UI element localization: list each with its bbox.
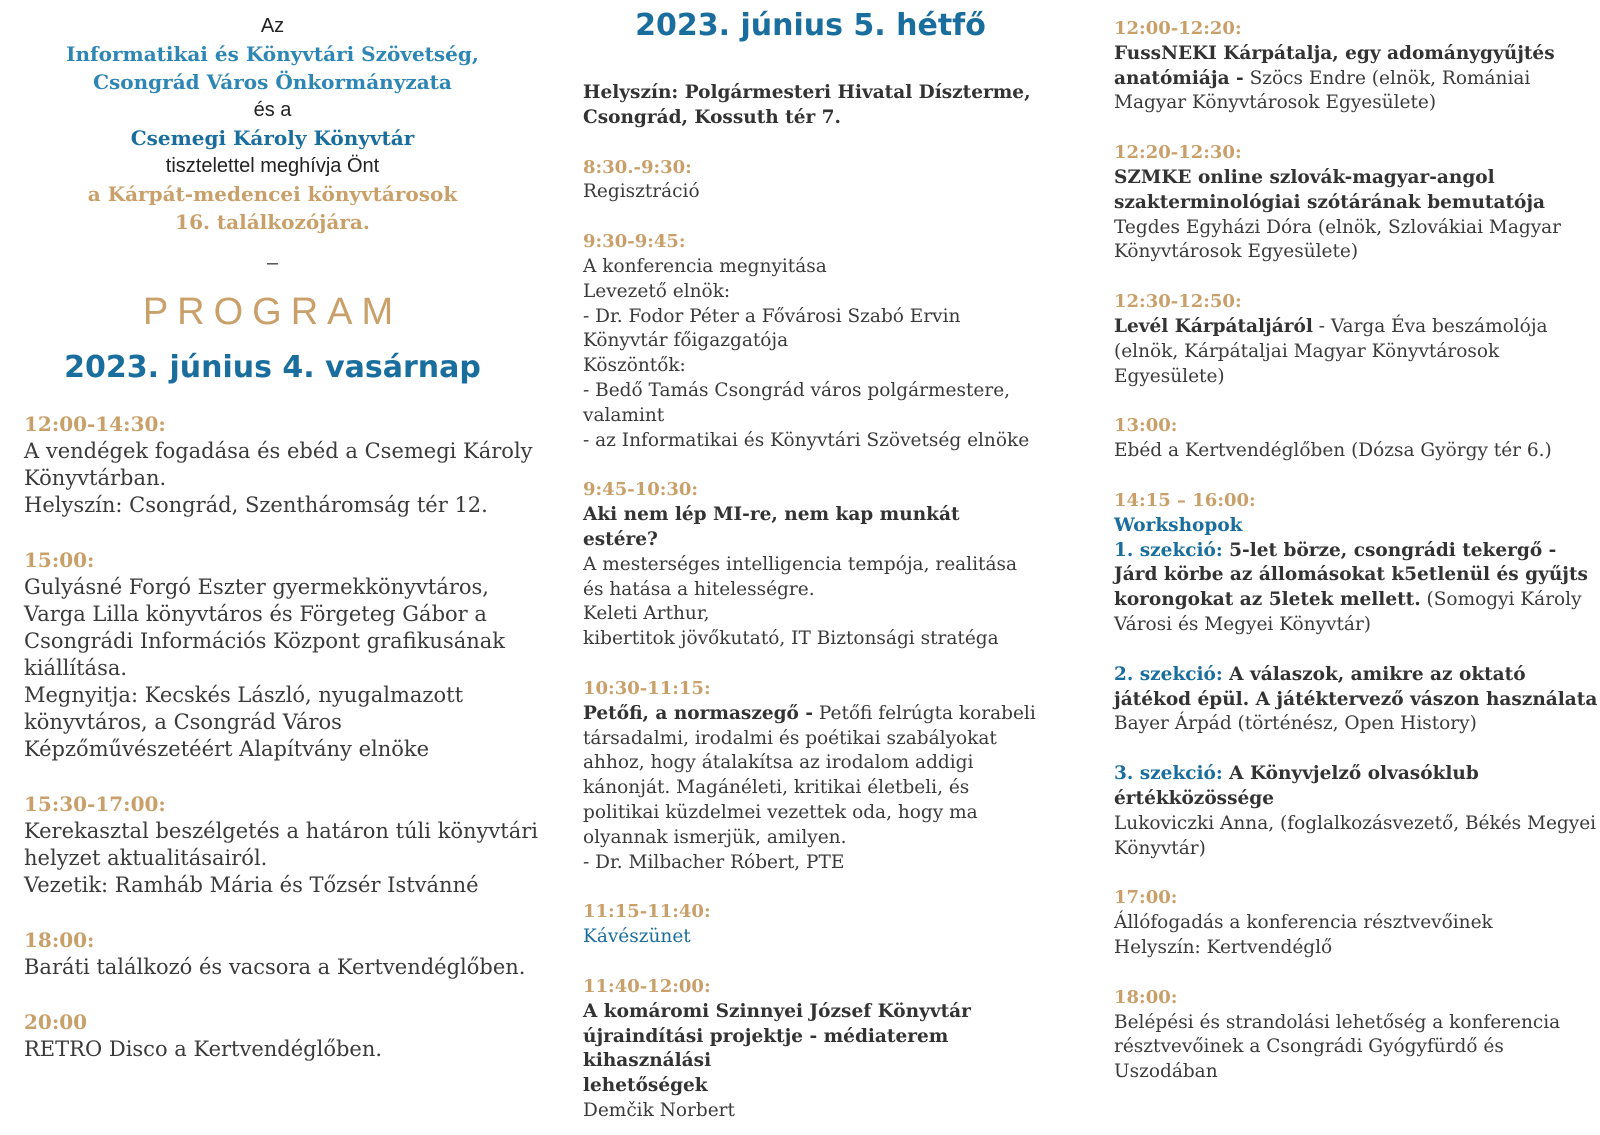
section-label: 2. szekció: [1114, 663, 1223, 685]
schedule-item [1114, 489, 1600, 638]
column-1 [0, 0, 545, 1063]
talk-title: lehetőségek [583, 1075, 708, 1097]
schedule-text: kibertitok jövőkutató, IT Biztonsági stratéga [583, 628, 999, 650]
schedule-time: 10:30-11:15: [583, 677, 711, 699]
schedule-item [1114, 762, 1600, 861]
schedule-text: Helyszín: Kertvendéglő [1114, 936, 1333, 958]
schedule-time: 11:40-12:00: [583, 975, 711, 997]
schedule-item [24, 411, 541, 519]
schedule-time: 14:15 – 16:00: [1114, 489, 1256, 511]
day-1-heading: 2023. június 4. vasárnap [64, 350, 481, 385]
schedule-time: 9:30-9:45: [583, 231, 686, 253]
intro-event-2: 16. találkozójára. [175, 210, 370, 234]
schedule-time: 12:20-12:30: [1114, 142, 1242, 164]
schedule-time: 15:30-17:00: [24, 792, 166, 816]
schedule-time: 18:00: [1114, 986, 1178, 1008]
schedule-item [1114, 986, 1600, 1085]
schedule-time: 11:15-11:40: [583, 901, 711, 923]
schedule-text [1114, 42, 1600, 116]
schedule-time: 20:00 [24, 1010, 88, 1034]
schedule-time: 13:00: [1114, 415, 1178, 437]
intro-line: Az [260, 15, 285, 37]
section-title: A Könyvjelző olvasóklub értékközössége [1114, 763, 1479, 809]
day-1-schedule [0, 411, 545, 1063]
schedule-item [583, 156, 1038, 206]
schedule-time: 17:00: [1114, 887, 1178, 909]
schedule-text: Vezetik: Ramháb Mária és Tőzsér Istvánné [24, 873, 479, 897]
schedule-text: A vendégek fogadása és ebéd a Csemegi Károly Könyvtárban. [24, 439, 533, 490]
schedule-item [1114, 290, 1600, 389]
column-3 [1114, 0, 1600, 1085]
schedule-time: 8:30.-9:30: [583, 156, 692, 178]
program-title: PROGRAM [142, 291, 403, 333]
section-host: Bayer Árpád (történész, Open History) [1114, 713, 1477, 735]
intro-org-3: Csemegi Károly Könyvtár [130, 126, 415, 150]
intro-org-1: Informatikai és Könyvtári Szövetség, [66, 42, 479, 66]
schedule-text: Helyszín: Csongrád, Szentháromság tér 12. [24, 493, 488, 517]
schedule-item [583, 975, 1038, 1124]
schedule-item [24, 1009, 541, 1063]
schedule-text: Köszöntők: [583, 355, 686, 377]
workshops-heading: Workshopok [1114, 514, 1243, 536]
schedule-item [1114, 17, 1600, 116]
schedule-text: RETRO Disco a Kertvendéglőben. [24, 1037, 383, 1061]
schedule-text: Tegdes Egyházi Dóra (elnök, Szlovákiai Magyar Könyvtárosok Egyesülete) [1114, 216, 1562, 263]
section-host: Lukoviczki Anna, (foglalkozásvezető, Békés Megyei Könyvtár) [1114, 812, 1597, 859]
schedule-item [583, 900, 1038, 950]
column-2 [583, 0, 1038, 1124]
schedule-item [1114, 663, 1600, 737]
section-2 [1114, 663, 1600, 713]
schedule-time: 9:45-10:30: [583, 479, 699, 501]
talk-description: Szöcs Endre (elnök, Romániai Magyar Könyvtárosok Egyesülete) [1114, 67, 1531, 114]
schedule-text: Baráti találkozó és vacsora a Kertvendéglőben. [24, 955, 526, 979]
talk-title: Aki nem lép MI-re, nem kap munkát estére? [583, 504, 960, 550]
schedule-text [1114, 315, 1600, 389]
talk-title: Petőfi, a normaszegő - [583, 702, 814, 724]
schedule-text: Állófogadás a konferencia résztvevőinek [1114, 912, 1493, 934]
invitation-intro [0, 12, 545, 236]
schedule-text: Keleti Arthur, [583, 603, 710, 625]
schedule-item [1114, 886, 1600, 960]
schedule-item [583, 230, 1038, 453]
intro-line: tisztelettel meghívja Önt [165, 155, 380, 177]
schedule-text: - Dr. Fodor Péter a Fővárosi Szabó Ervin Könyvtár főigazgatója [583, 305, 961, 352]
schedule-item [24, 791, 541, 899]
talk-title: SZMKE online szlovák-magyar-angol szakterminológiai szótárának bemutatója [1114, 166, 1546, 213]
schedule-text: A mesterséges intelligencia tempója, realitása és hatása a hitelességre. [583, 553, 1017, 600]
talk-description: Petőfi felrúgta korabeli társadalmi, irodalmi és poétikai szabályokat ahhoz, hogy átalakítsa az irodalom addigi kánonját. Magánéleti, kritikai életbeli, és politikai küzdelmei vezettek oda, hogy ma olyannak ismerjük, amilyen. [583, 702, 1036, 848]
schedule-text: Kávészünet [583, 926, 691, 948]
talk-title: A komáromi Szinnyei József Könyvtár újraindítási projektje - médiaterem kihasználási [583, 1000, 971, 1072]
schedule-text: Gulyásné Forgó Eszter gyermekkönyvtáros, Varga Lilla könyvtáros és Förgeteg Gábor a Csongrádi Információs Központ grafikusának kiállítása. [24, 575, 506, 680]
schedule-text: Kerekasztal beszélgetés a határon túli könyvtári helyzet aktualitásairól. [24, 819, 538, 870]
schedule-item [24, 547, 541, 763]
schedule-item [583, 677, 1038, 875]
schedule-text: Regisztráció [583, 181, 700, 203]
section-host: (Somogyi Károly Városi és Megyei Könyvtár) [1114, 589, 1582, 635]
schedule-text [583, 702, 1038, 851]
day-2-location: Helyszín: Polgármesteri Hivatal Díszterme, Csongrád, Kossuth tér 7. [583, 82, 1031, 128]
intro-org-2: Csongrád Város Önkormányzata [93, 70, 452, 94]
schedule-text: A konferencia megnyitása [583, 255, 827, 277]
section-1 [1114, 539, 1600, 638]
schedule-text: - az Informatikai és Könyvtári Szövetség elnöke [583, 429, 1030, 451]
schedule-text: Levezető elnök: [583, 280, 731, 302]
schedule-text: - Bedő Tamás Csongrád város polgármestere, valamint [583, 379, 1011, 426]
talk-description: - Varga Éva beszámolója (elnök, Kárpátaljai Magyar Könyvtárosok Egyesülete) [1114, 315, 1548, 387]
schedule-time: 12:30-12:50: [1114, 291, 1242, 313]
schedule-time: 18:00: [24, 928, 95, 952]
schedule-text: Demčik Norbert [583, 1099, 735, 1121]
section-label: 3. szekció: [1114, 763, 1223, 785]
schedule-time: 15:00: [24, 548, 95, 572]
divider-dash: – [266, 252, 279, 274]
schedule-item [1114, 414, 1600, 464]
talk-title: Levél Kárpátaljáról [1114, 315, 1313, 337]
schedule-time: 12:00-14:30: [24, 412, 166, 436]
schedule-item [583, 478, 1038, 652]
schedule-item [1114, 141, 1600, 265]
schedule-text: Belépési és strandolási lehetőség a konferencia résztvevőinek a Csongrádi Gyógyfürdő és Uszodában [1114, 1011, 1561, 1083]
intro-line: és a [253, 99, 292, 121]
section-title: A válaszok, amikre az oktató játékod épül. A játéktervező vászon használata [1114, 663, 1598, 710]
talk-title: FussNEKI Kárpátalja, egy adománygyűjtés anatómiája - [1114, 42, 1555, 89]
schedule-item [24, 927, 541, 981]
section-title: 5-let börze, csongrádi tekergő - Járd körbe az állomásokat k5etlenül és gyűjts korongokat az 5letek mellett. [1114, 539, 1588, 611]
section-label: 1. szekció: [1114, 539, 1223, 561]
intro-event: a Kárpát-medencei könyvtárosok [87, 182, 458, 206]
schedule-text: Megnyitja: Kecskés László, nyugalmazott könyvtáros, a Csongrád Város Képzőművészetéért Alapítvány elnöke [24, 683, 464, 761]
schedule-time: 12:00-12:20: [1114, 18, 1242, 39]
section-3 [1114, 762, 1600, 812]
schedule-text: Ebéd a Kertvendéglőben (Dózsa György tér 6.) [1114, 440, 1552, 462]
schedule-text: - Dr. Milbacher Róbert, PTE [583, 851, 845, 873]
day-2-heading: 2023. június 5. hétfő [635, 8, 986, 43]
